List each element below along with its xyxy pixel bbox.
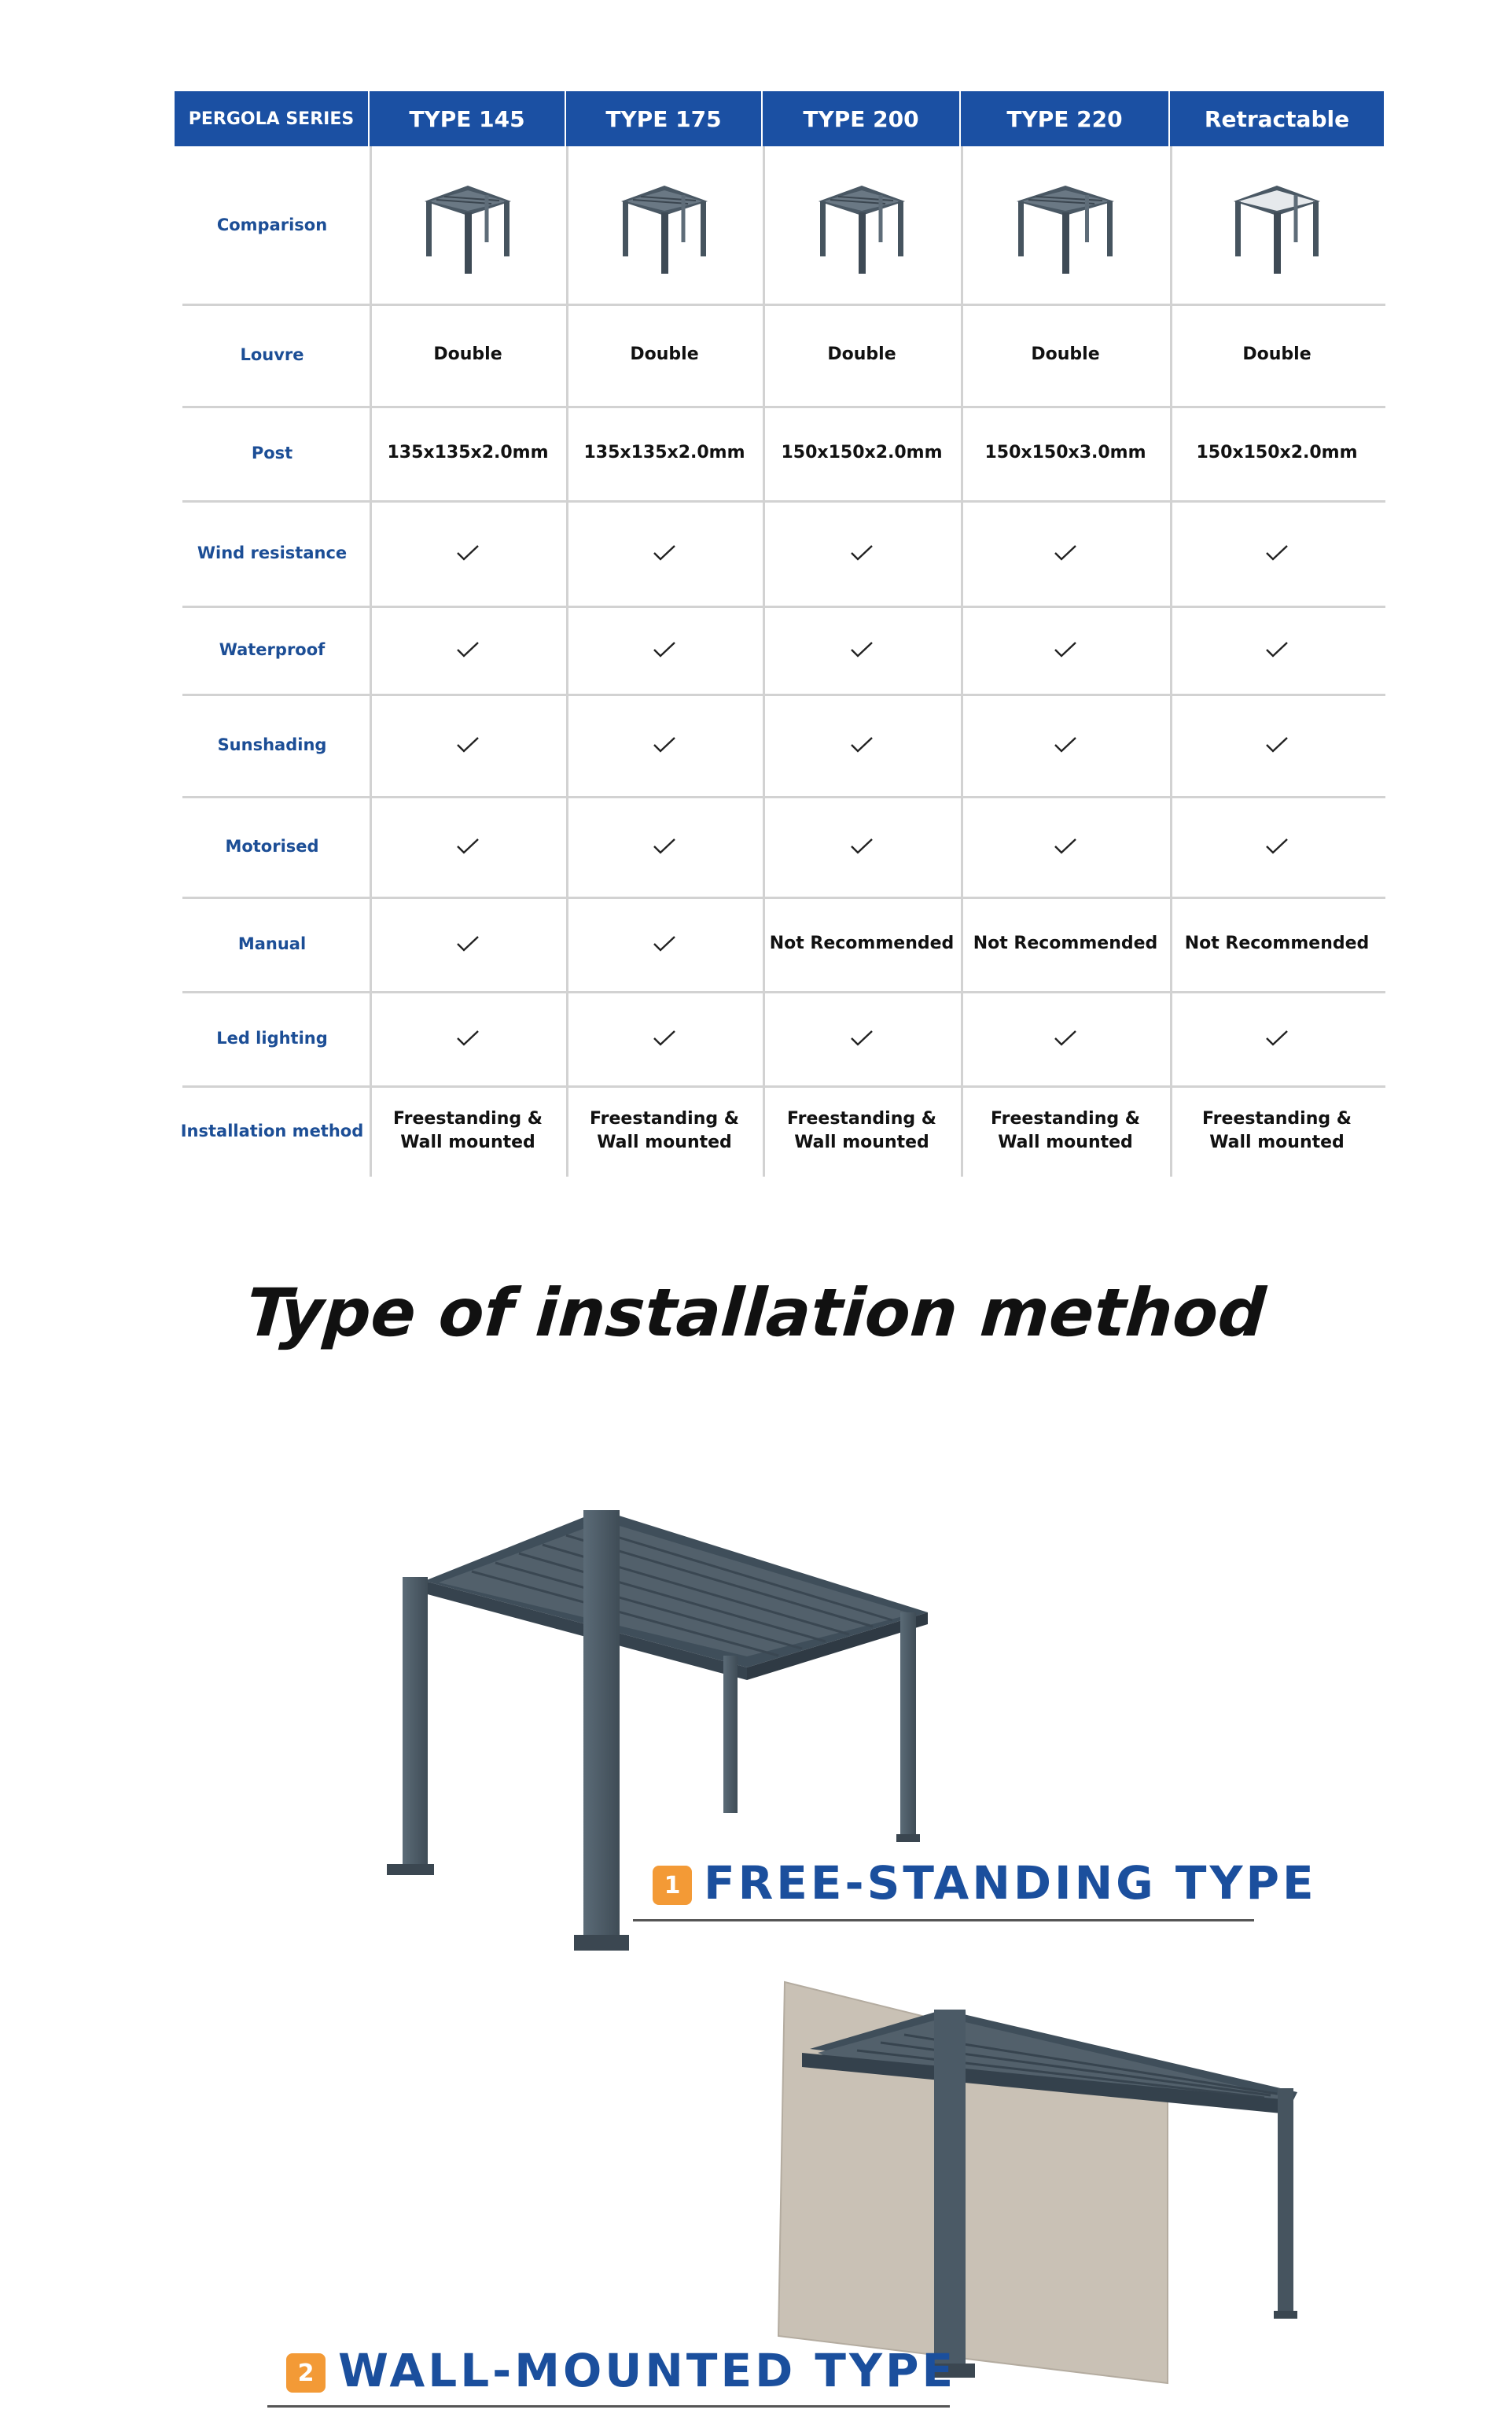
free-standing-underline: [633, 1919, 1254, 1921]
table-cell: [763, 406, 961, 500]
table-cell: [763, 606, 961, 694]
table-cell: [961, 897, 1170, 991]
table-cell: [763, 1085, 961, 1177]
table-cell: [370, 991, 566, 1085]
column-divider: [370, 146, 372, 1177]
row-label-comparison: Comparison: [216, 216, 328, 234]
check-icon: [1265, 735, 1289, 754]
column-divider: [566, 146, 568, 1177]
check-icon: [850, 1029, 874, 1048]
row-divider: [182, 991, 1385, 993]
row-label: Louvre: [240, 345, 304, 364]
cell-text: Freestanding & Wall mounted: [787, 1109, 936, 1152]
table-cell: [370, 897, 566, 991]
table-cell: [566, 304, 763, 406]
check-icon: [1054, 837, 1077, 856]
cell-text: Freestanding & Wall mounted: [1202, 1109, 1352, 1152]
pergola-thumbnail: [763, 154, 961, 304]
cell-text: Double: [1242, 344, 1312, 364]
cell-text: Double: [827, 344, 896, 364]
row-label: Installation method: [180, 1122, 364, 1140]
cell-text: 150x150x2.0mm: [1196, 443, 1358, 462]
header-type-145: TYPE 145: [370, 91, 566, 146]
row-label: Manual: [237, 934, 307, 953]
cell-text: 135x135x2.0mm: [387, 443, 549, 462]
check-icon: [1054, 735, 1077, 754]
table-cell: [1170, 694, 1384, 796]
table-cell: [1170, 897, 1384, 991]
table-cell: [370, 304, 566, 406]
check-icon: [456, 1029, 480, 1048]
section-title: Type of installation method: [244, 1274, 1268, 1351]
table-cell: [370, 500, 566, 606]
pergola-icon: [1014, 178, 1117, 280]
row-label: Wind resistance: [197, 543, 348, 562]
table-cell: [566, 694, 763, 796]
free-standing-type-label: FREE-STANDING TYPE: [704, 1856, 1317, 1910]
check-icon: [1265, 837, 1289, 856]
pergola-thumbnail: [1170, 154, 1384, 304]
table-cell: [1170, 796, 1384, 897]
pergola-thumbnail: [961, 154, 1170, 304]
table-cell: [1170, 606, 1384, 694]
table-cell: [566, 500, 763, 606]
table-cell: [961, 796, 1170, 897]
cell-text: Freestanding & Wall mounted: [393, 1109, 543, 1152]
table-cell: [961, 606, 1170, 694]
check-icon: [1054, 640, 1077, 659]
check-icon: [456, 934, 480, 953]
table-cell: [566, 991, 763, 1085]
table-cell: [961, 406, 1170, 500]
cell-text: Not Recommended: [1184, 934, 1370, 953]
header-type-175: TYPE 175: [566, 91, 763, 146]
row-label: Post: [251, 444, 293, 462]
table-cell: [961, 500, 1170, 606]
table-cell: [763, 796, 961, 897]
row-divider: [182, 694, 1385, 696]
check-icon: [456, 543, 480, 562]
check-icon: [1054, 1029, 1077, 1048]
check-icon: [653, 934, 676, 953]
row-label: Waterproof: [219, 640, 326, 659]
wall-mounted-type-label: WALL-MOUNTED TYPE: [338, 2344, 957, 2397]
cell-text: 150x150x2.0mm: [781, 443, 943, 462]
column-divider: [961, 146, 963, 1177]
check-icon: [1265, 1029, 1289, 1048]
header-pergola-series: PERGOLA SERIES: [175, 91, 370, 146]
row-divider: [182, 500, 1385, 503]
wall-mounted-pergola-illustration: [771, 1974, 1321, 2391]
table-cell: [961, 1085, 1170, 1177]
cell-text: 150x150x3.0mm: [984, 443, 1146, 462]
row-divider: [182, 406, 1385, 408]
cell-text: Double: [630, 344, 699, 364]
header-type-200: TYPE 200: [763, 91, 961, 146]
table-cell: [1170, 304, 1384, 406]
row-divider: [182, 897, 1385, 899]
column-divider: [763, 146, 765, 1177]
check-icon: [653, 735, 676, 754]
wall-mounted-underline: [267, 2405, 950, 2408]
badge-free-standing: 1: [653, 1866, 692, 1905]
check-icon: [456, 837, 480, 856]
row-label: Led lighting: [216, 1029, 328, 1048]
check-icon: [653, 640, 676, 659]
pergola-icon: [613, 178, 716, 280]
row-divider: [182, 796, 1385, 798]
table-cell: [763, 500, 961, 606]
comparison-table: [175, 91, 1384, 1177]
cell-text: Not Recommended: [769, 934, 955, 953]
pergola-icon: [1226, 178, 1328, 280]
check-icon: [1265, 543, 1289, 562]
row-divider: [182, 304, 1385, 306]
check-icon: [850, 543, 874, 562]
check-icon: [653, 1029, 676, 1048]
pergola-icon: [811, 178, 913, 280]
pergola-icon: [417, 178, 519, 280]
table-cell: [1170, 991, 1384, 1085]
cell-text: Freestanding & Wall mounted: [590, 1109, 739, 1152]
table-cell: [370, 694, 566, 796]
row-label: Motorised: [225, 837, 319, 856]
table-cell: [763, 304, 961, 406]
table-cell: [566, 796, 763, 897]
pergola-thumbnail: [370, 154, 566, 304]
table-cell: [763, 694, 961, 796]
cell-text: Double: [1031, 344, 1100, 364]
table-cell: [566, 1085, 763, 1177]
check-icon: [456, 640, 480, 659]
check-icon: [456, 735, 480, 754]
table-cell: [961, 694, 1170, 796]
table-cell: [763, 897, 961, 991]
header-retractable: Retractable: [1170, 91, 1384, 146]
table-cell: [566, 897, 763, 991]
cell-text: Double: [433, 344, 502, 364]
table-cell: [370, 606, 566, 694]
check-icon: [1265, 640, 1289, 659]
badge-wall-mounted: 2: [286, 2353, 326, 2393]
check-icon: [850, 735, 874, 754]
row-divider: [182, 606, 1385, 608]
cell-text: Freestanding & Wall mounted: [991, 1109, 1140, 1152]
table-cell: [961, 991, 1170, 1085]
table-cell: [1170, 406, 1384, 500]
check-icon: [850, 837, 874, 856]
check-icon: [653, 543, 676, 562]
row-divider: [182, 1085, 1385, 1088]
row-label: Sunshading: [217, 735, 327, 754]
table-cell: [961, 304, 1170, 406]
column-divider: [1170, 146, 1172, 1177]
table-cell: [370, 406, 566, 500]
check-icon: [1054, 543, 1077, 562]
table-cell: [763, 991, 961, 1085]
cell-text: Not Recommended: [973, 934, 1158, 953]
table-cell: [566, 606, 763, 694]
table-cell: [566, 406, 763, 500]
pergola-thumbnail: [566, 154, 763, 304]
table-cell: [1170, 1085, 1384, 1177]
check-icon: [850, 640, 874, 659]
header-type-220: TYPE 220: [961, 91, 1170, 146]
table-cell: [1170, 500, 1384, 606]
cell-text: 135x135x2.0mm: [583, 443, 745, 462]
check-icon: [653, 837, 676, 856]
table-cell: [370, 1085, 566, 1177]
table-cell: [370, 796, 566, 897]
